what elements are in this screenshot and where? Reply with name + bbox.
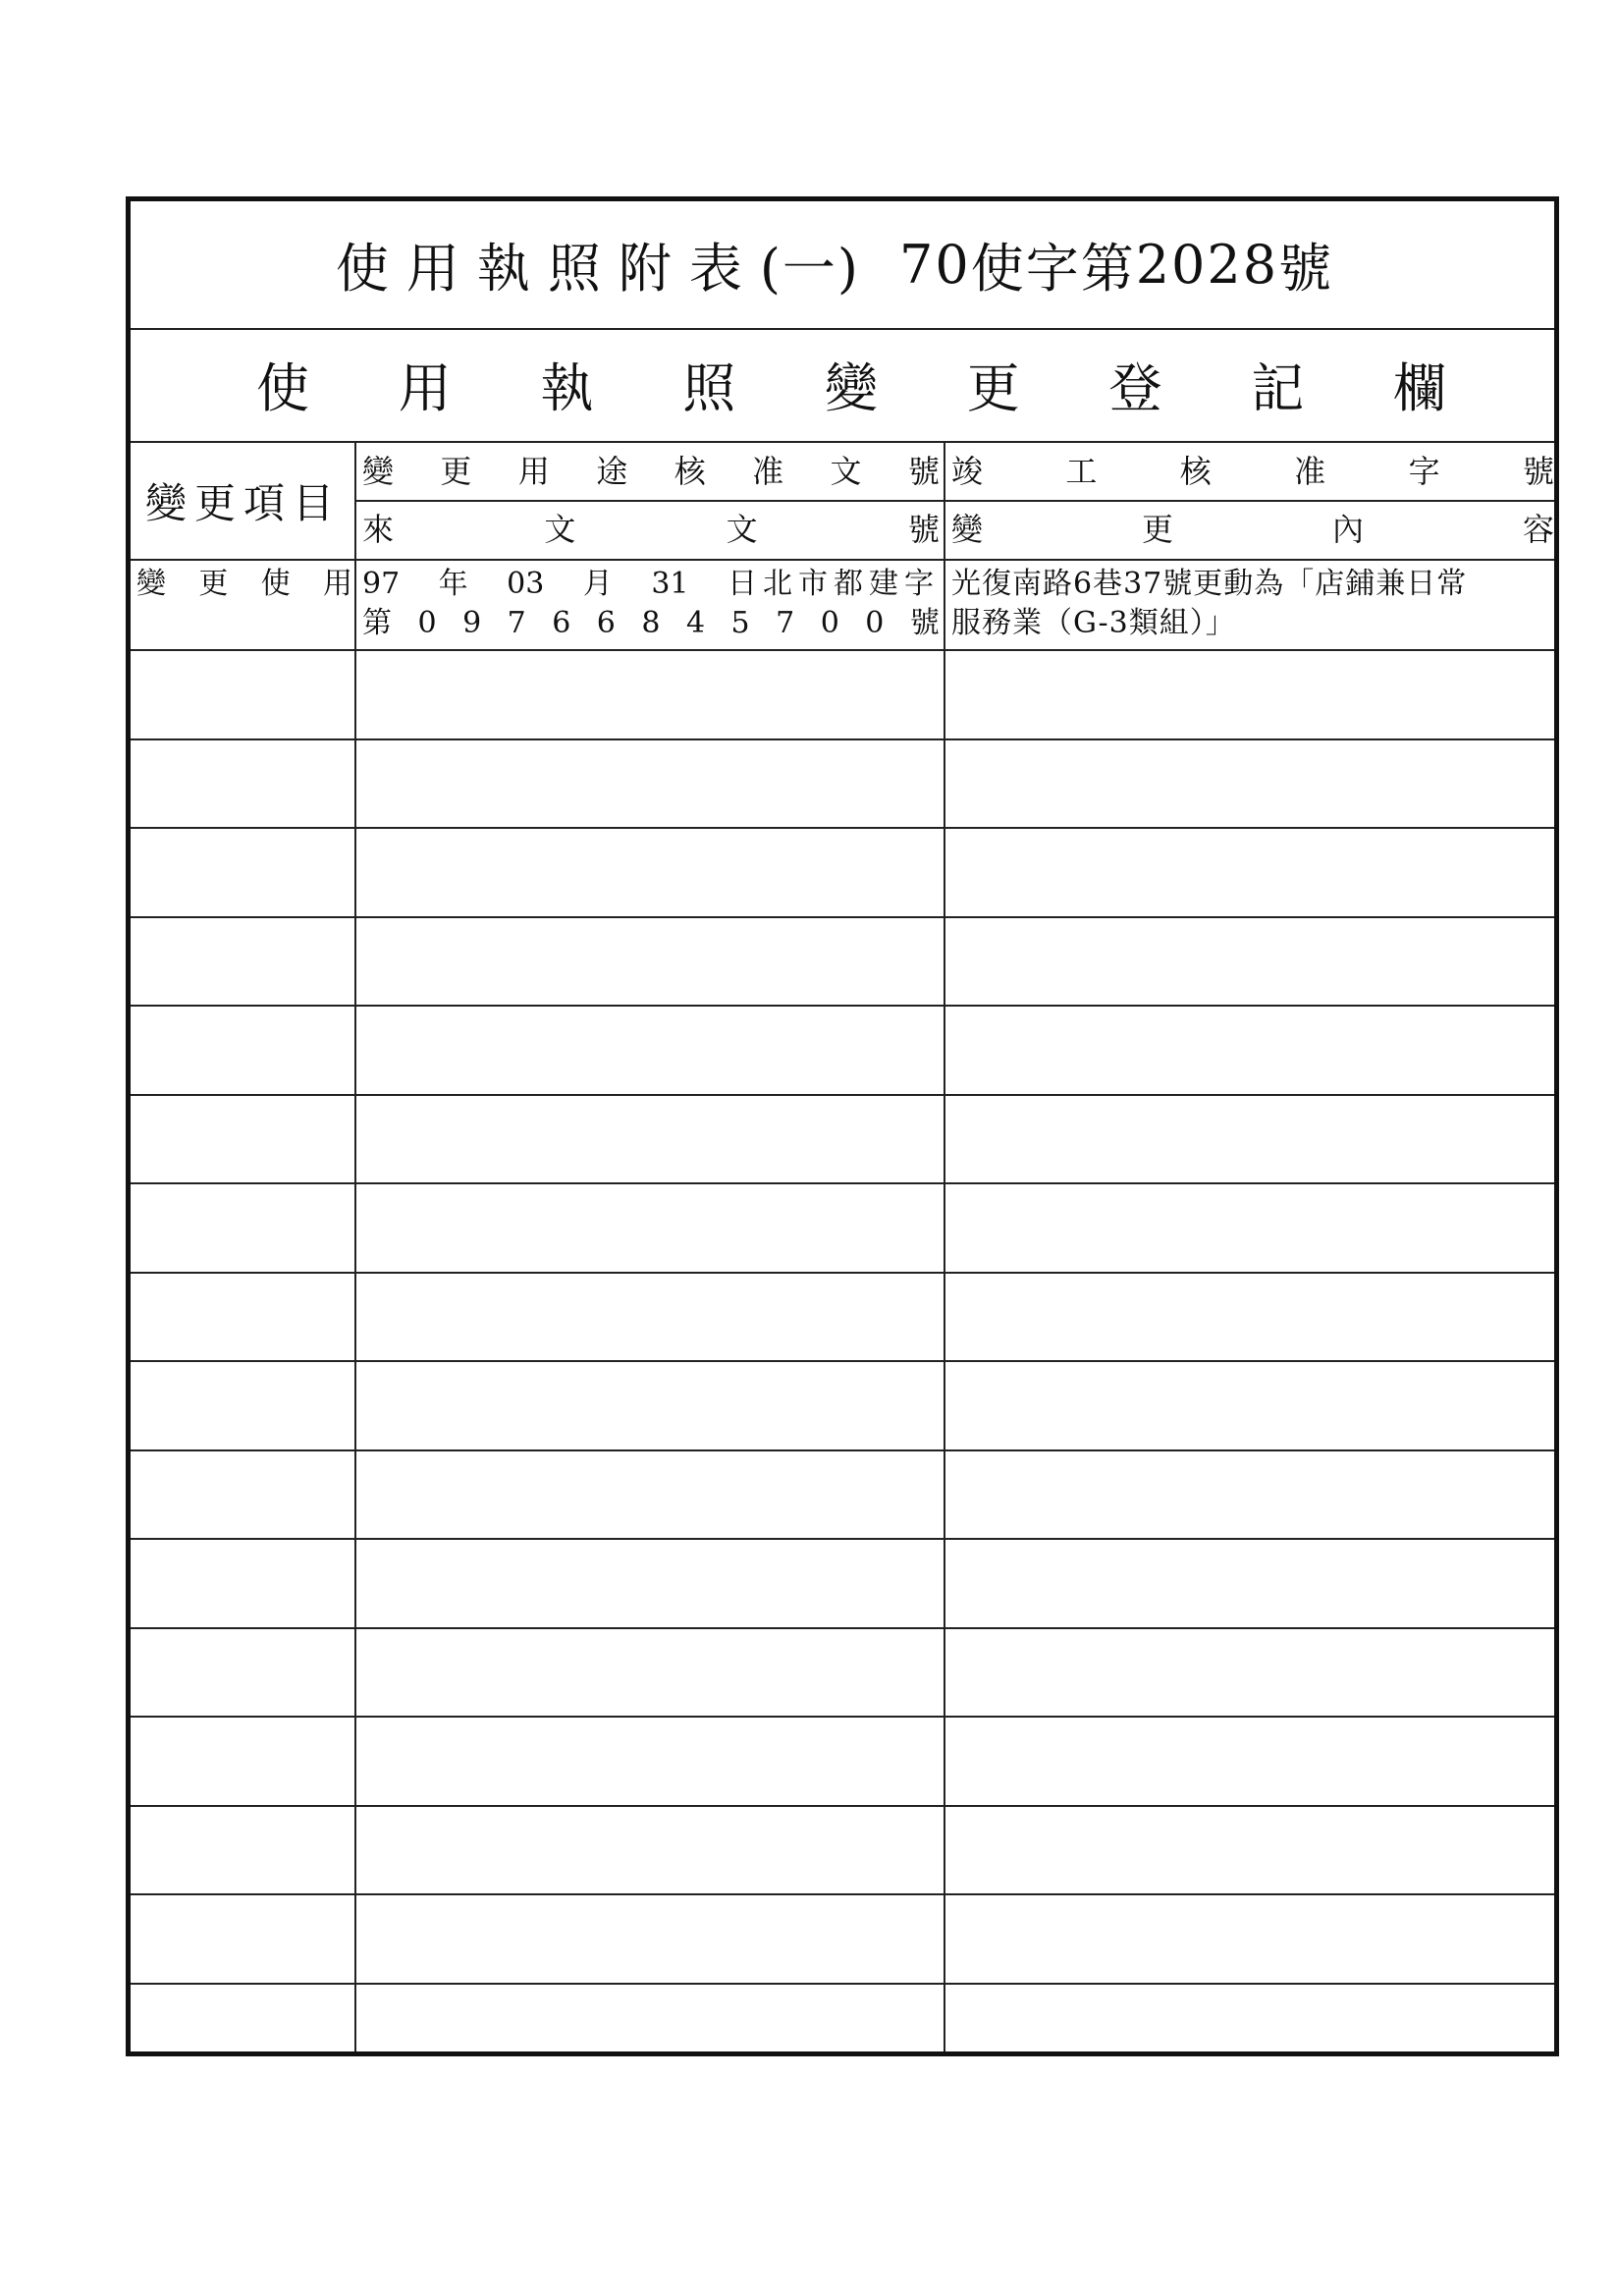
header-char: 核: [674, 453, 706, 490]
section-subtitle: [131, 328, 1554, 443]
header-char: 變: [951, 511, 984, 548]
row-separator: [131, 916, 1554, 918]
license-year: 70: [898, 234, 971, 296]
header-char: 文: [726, 511, 758, 548]
doc-token: 97: [362, 567, 401, 601]
row-separator: [131, 1716, 1554, 1718]
title-char: 號: [1278, 238, 1350, 300]
title-char: 附: [618, 238, 689, 300]
header-char: 用: [517, 453, 550, 490]
header-char: 號: [907, 453, 940, 490]
row-separator: [131, 1182, 1554, 1184]
document-title: [131, 201, 1554, 330]
approval-doc-number-header: [362, 452, 940, 491]
header-char: 內: [1331, 511, 1364, 548]
row-separator: [131, 738, 1554, 740]
item-char: 更: [198, 567, 229, 601]
title-char: (一): [759, 238, 860, 300]
title-char: 表: [688, 238, 760, 300]
doc-token: 6: [596, 606, 616, 640]
doc-token: 號: [909, 606, 940, 640]
change-content-line-2: 服務業（G-3類組）」: [951, 606, 1236, 640]
title-char: 用: [405, 238, 477, 300]
row-separator: [131, 1627, 1554, 1629]
doc-token: 0: [417, 606, 437, 640]
doc-token: 4: [685, 606, 706, 640]
header-char: 更: [1141, 511, 1173, 548]
row-separator: [131, 1005, 1554, 1007]
doc-token: 年: [438, 567, 468, 601]
header-char: 竣: [951, 453, 984, 490]
row-separator: [131, 1983, 1554, 1985]
row-separator: [131, 1805, 1554, 1807]
completion-approval-number-header: [951, 452, 1554, 491]
column-divider: [944, 443, 945, 2051]
change-content-header: [951, 510, 1554, 549]
header-char: 字: [1408, 453, 1440, 490]
column-divider: [354, 443, 356, 2051]
change-item-header: 變更項目: [144, 479, 342, 527]
doc-token: 月: [582, 567, 613, 601]
header-split-line: [356, 500, 1554, 502]
row-separator: [131, 649, 1554, 651]
header-char: 變: [362, 453, 395, 490]
doc-token: 第: [362, 606, 392, 640]
doc-token: 0: [820, 606, 839, 640]
row-separator: [131, 1094, 1554, 1096]
subtitle-char: 變: [825, 357, 878, 419]
doc-token: 5: [730, 606, 750, 640]
subtitle-char: 執: [540, 357, 594, 419]
subtitle-char: 更: [966, 357, 1020, 419]
row-separator: [131, 1538, 1554, 1540]
header-char: 准: [1294, 453, 1326, 490]
doc-token: 7: [507, 606, 526, 640]
header-char: 更: [440, 453, 472, 490]
header-char: 工: [1065, 453, 1098, 490]
doc-token: 9: [462, 606, 482, 640]
doc-token: 日北市都建字: [727, 567, 940, 601]
header-char: 文: [544, 511, 576, 548]
row-separator: [131, 1360, 1554, 1362]
item-char: 變: [136, 567, 166, 601]
incoming-doc-number-header: [362, 510, 940, 549]
header-bottom-line: [131, 559, 1554, 561]
doc-token: 0: [865, 606, 885, 640]
header-char: 容: [1522, 511, 1554, 548]
approval-doc-line-2: [362, 604, 940, 643]
doc-token: 7: [776, 606, 795, 640]
doc-token: 8: [641, 606, 661, 640]
item-char: 用: [322, 567, 352, 601]
title-char: 執: [476, 238, 548, 300]
header-char: 號: [907, 511, 940, 548]
title-char: 照: [547, 238, 619, 300]
usage-license-attached-table: [126, 196, 1559, 2056]
header-char: 途: [596, 453, 628, 490]
subtitle-char: 登: [1108, 357, 1162, 419]
change-content-line-1: 光復南路6巷37號更動為「店鋪兼日常: [951, 567, 1468, 601]
license-number: 2028: [1135, 234, 1279, 296]
doc-token: 03: [507, 567, 545, 601]
header-char: 准: [752, 453, 784, 490]
item-char: 使: [260, 567, 291, 601]
title-char: 使字第: [970, 238, 1136, 300]
doc-token: 31: [651, 567, 689, 601]
row-separator: [131, 1449, 1554, 1451]
change-item-cell: [136, 565, 352, 604]
row-separator: [131, 1893, 1554, 1895]
header-char: 文: [830, 453, 862, 490]
subtitle-char: 使: [256, 357, 309, 419]
title-char: 使: [335, 238, 406, 300]
subtitle-char: 用: [398, 357, 452, 419]
row-separator: [131, 1272, 1554, 1274]
doc-token: 6: [552, 606, 571, 640]
header-char: 號: [1522, 453, 1554, 490]
row-separator: [131, 827, 1554, 829]
header-char: 核: [1179, 453, 1212, 490]
subtitle-char: 欄: [1393, 357, 1446, 419]
subtitle-char: 記: [1251, 357, 1305, 419]
header-char: 來: [362, 511, 395, 548]
subtitle-char: 照: [682, 357, 736, 419]
registration-grid: [131, 443, 1554, 2051]
approval-doc-line-1: [362, 565, 940, 604]
